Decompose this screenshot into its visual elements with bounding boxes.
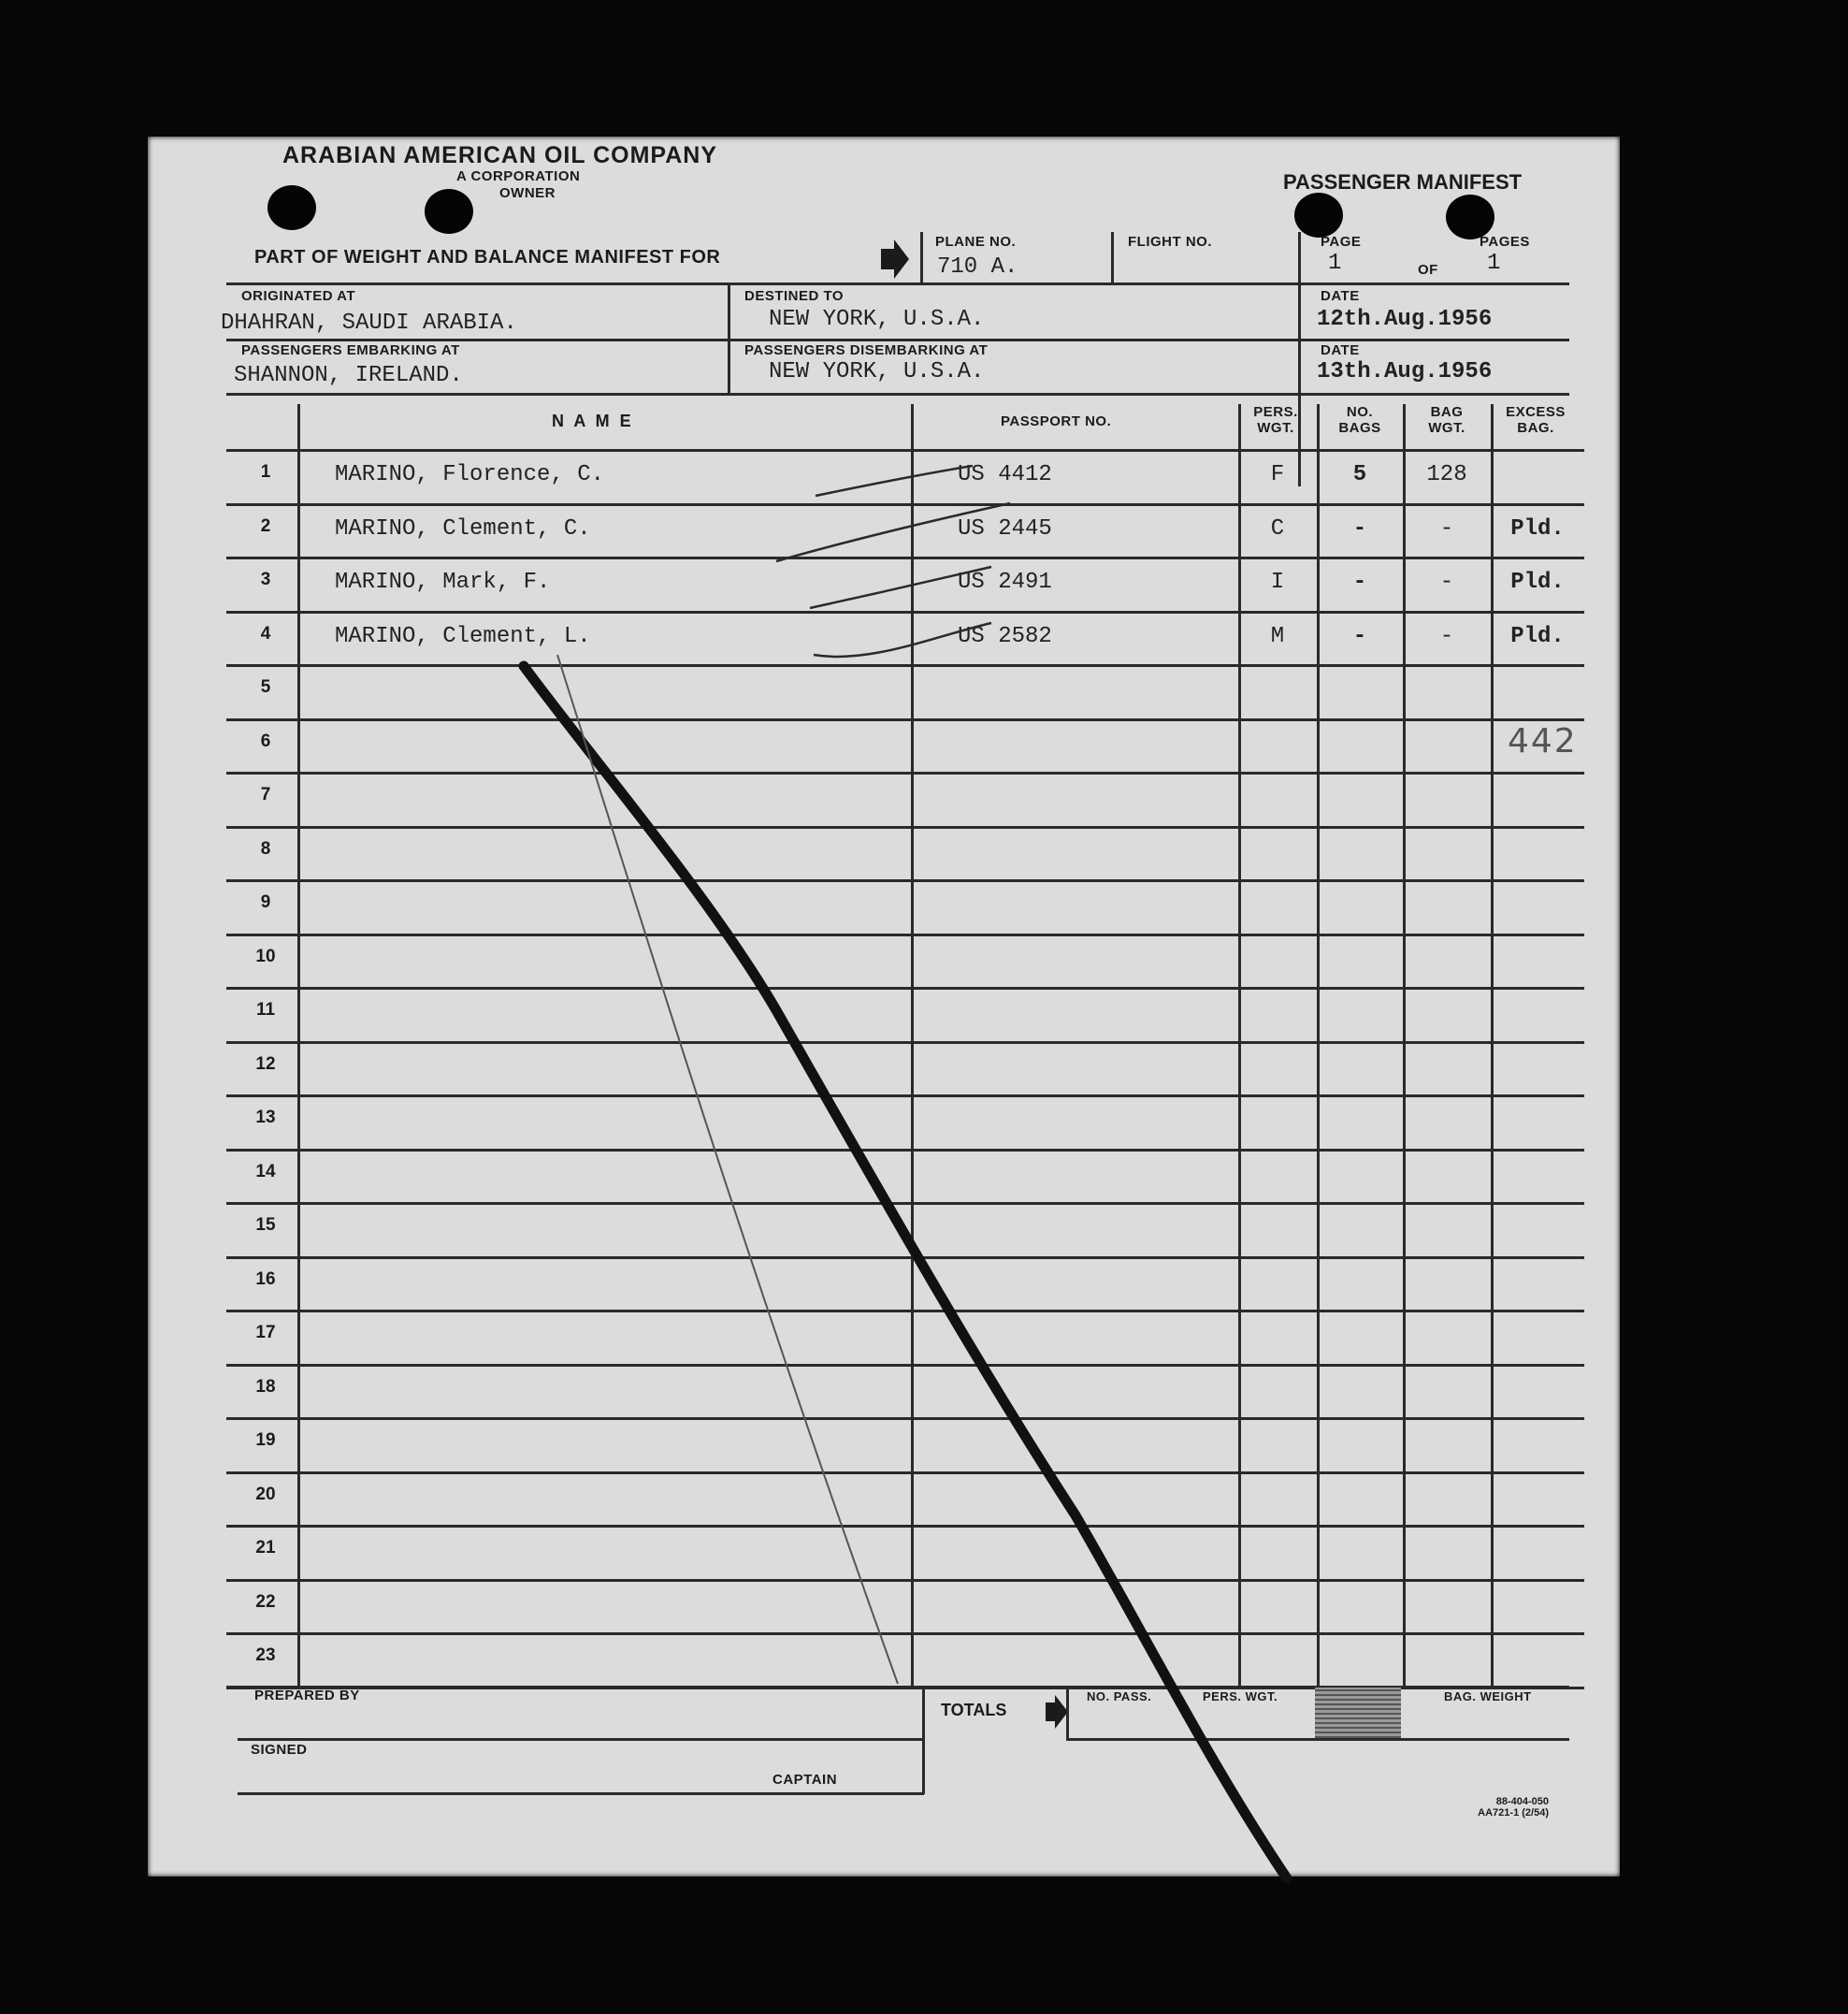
pers-wgt-label: PERS. WGT. [1203, 1689, 1278, 1703]
row-number: 18 [255, 1376, 276, 1397]
row-number: 23 [255, 1645, 276, 1665]
row-number: 7 [260, 785, 271, 804]
row-number: 2 [260, 515, 271, 536]
bag-wgt-value: - [1439, 623, 1454, 649]
row-number: 12 [255, 1053, 276, 1074]
row-number: 5 [260, 677, 271, 697]
bag-wgt-value: - [1439, 515, 1454, 542]
no-pass-label: NO. PASS. [1087, 1689, 1152, 1703]
bag-wgt-value: 128 [1426, 462, 1467, 487]
destined-to-label: DESTINED TO [744, 288, 845, 304]
plane-no-value: 710 A. [937, 254, 1018, 280]
no-bags-value: - [1352, 623, 1367, 649]
name-column-header: N A M E [552, 412, 634, 430]
row-number: 10 [255, 946, 276, 966]
no-bags-column-header: NO. BAGS [1338, 404, 1381, 436]
originated-at-label: ORIGINATED AT [241, 288, 356, 304]
row-number: 6 [260, 731, 271, 751]
row-number: 17 [255, 1323, 276, 1342]
excess-bag-value: Pld. [1510, 623, 1565, 649]
row-number: 20 [255, 1484, 276, 1504]
excess-bag-value: Pld. [1510, 570, 1565, 595]
scribble-line [810, 567, 991, 608]
pers-wgt-value: M [1270, 623, 1285, 649]
date1-value: 12th.Aug.1956 [1317, 307, 1493, 332]
date2-label: DATE [1321, 342, 1360, 358]
scribble-line [776, 503, 1010, 561]
pers-wgt-value: C [1270, 515, 1285, 542]
passenger-name: MARINO, Clement, C. [335, 515, 591, 542]
pers-wgt-column-header: PERS. WGT. [1253, 404, 1298, 436]
row-number: 21 [255, 1538, 276, 1558]
embarking-at-label: PASSENGERS EMBARKING AT [241, 342, 460, 358]
page-of-label: OF [1418, 262, 1438, 278]
row-number: 16 [255, 1268, 276, 1289]
page-value: 1 [1328, 251, 1342, 276]
thin-strike-line [557, 655, 898, 1684]
passenger-name: MARINO, Florence, C. [335, 462, 605, 487]
pages-value: 1 [1487, 251, 1501, 276]
captain-label: CAPTAIN [772, 1772, 838, 1788]
row-number: 11 [255, 1000, 276, 1020]
passenger-name: MARINO, Mark, F. [335, 570, 551, 595]
no-bags-value: - [1352, 570, 1367, 595]
passenger-name: MARINO, Clement, L. [335, 623, 591, 649]
row-number: 14 [255, 1161, 276, 1181]
no-bags-value: 5 [1352, 462, 1367, 487]
signed-label: SIGNED [251, 1742, 308, 1758]
company-subtitle: A CORPORATION [456, 168, 581, 184]
passport-number: US 4412 [958, 462, 1052, 487]
passport-number: US 2582 [958, 623, 1052, 649]
no-bags-value: - [1352, 515, 1367, 542]
disembarking-at-value: NEW YORK, U.S.A. [769, 359, 985, 384]
company-name: ARABIAN AMERICAN OIL COMPANY [282, 142, 718, 168]
excess-bag-value: Pld. [1510, 515, 1565, 542]
row-number: 1 [260, 462, 271, 482]
page-label: PAGE [1321, 234, 1362, 250]
embarking-at-value: SHANNON, IRELAND. [234, 363, 463, 388]
date2-value: 13th.Aug.1956 [1317, 359, 1493, 384]
bag-wgt-column-header: BAG WGT. [1428, 404, 1465, 436]
totals-label: TOTALS [941, 1701, 1007, 1719]
company-owner: OWNER [499, 185, 556, 201]
passport-number: US 2491 [958, 570, 1052, 595]
scribble-line [816, 466, 973, 496]
row-number: 15 [255, 1215, 276, 1235]
row-number: 9 [260, 892, 271, 912]
passport-number: US 2445 [958, 515, 1052, 542]
destined-to-value: NEW YORK, U.S.A. [769, 307, 985, 332]
originated-at-value: DHAHRAN, SAUDI ARABIA. [221, 311, 517, 336]
excess-bag-column-header: EXCESS BAG. [1506, 404, 1566, 436]
form-number: 88-404-050 AA721-1 (2/54) [1478, 1796, 1549, 1818]
form-title: PASSENGER MANIFEST [1283, 170, 1523, 194]
thick-strike-line [524, 666, 1287, 1878]
disembarking-at-label: PASSENGERS DISEMBARKING AT [744, 342, 989, 358]
pers-wgt-value: F [1270, 462, 1285, 487]
flight-no-label: FLIGHT NO. [1128, 234, 1212, 250]
scribble-line [814, 623, 991, 657]
row-number: 8 [260, 838, 271, 859]
pages-label: PAGES [1480, 234, 1530, 250]
prepared-by-label: PREPARED BY [254, 1688, 360, 1703]
row-number: 4 [260, 623, 271, 644]
row-number: 19 [255, 1430, 276, 1450]
row-number: 13 [255, 1108, 276, 1127]
date1-label: DATE [1321, 288, 1360, 304]
row-number: 3 [260, 570, 271, 589]
passport-column-header: PASSPORT NO. [1001, 413, 1112, 429]
part-of-label: PART OF WEIGHT AND BALANCE MANIFEST FOR [254, 247, 721, 268]
bag-weight-label: BAG. WEIGHT [1444, 1689, 1532, 1703]
handwritten-note: 442 [1508, 722, 1578, 761]
plane-no-label: PLANE NO. [935, 234, 1017, 250]
bag-wgt-value: - [1439, 570, 1454, 595]
row-number: 22 [255, 1591, 276, 1612]
pers-wgt-value: I [1270, 570, 1285, 595]
